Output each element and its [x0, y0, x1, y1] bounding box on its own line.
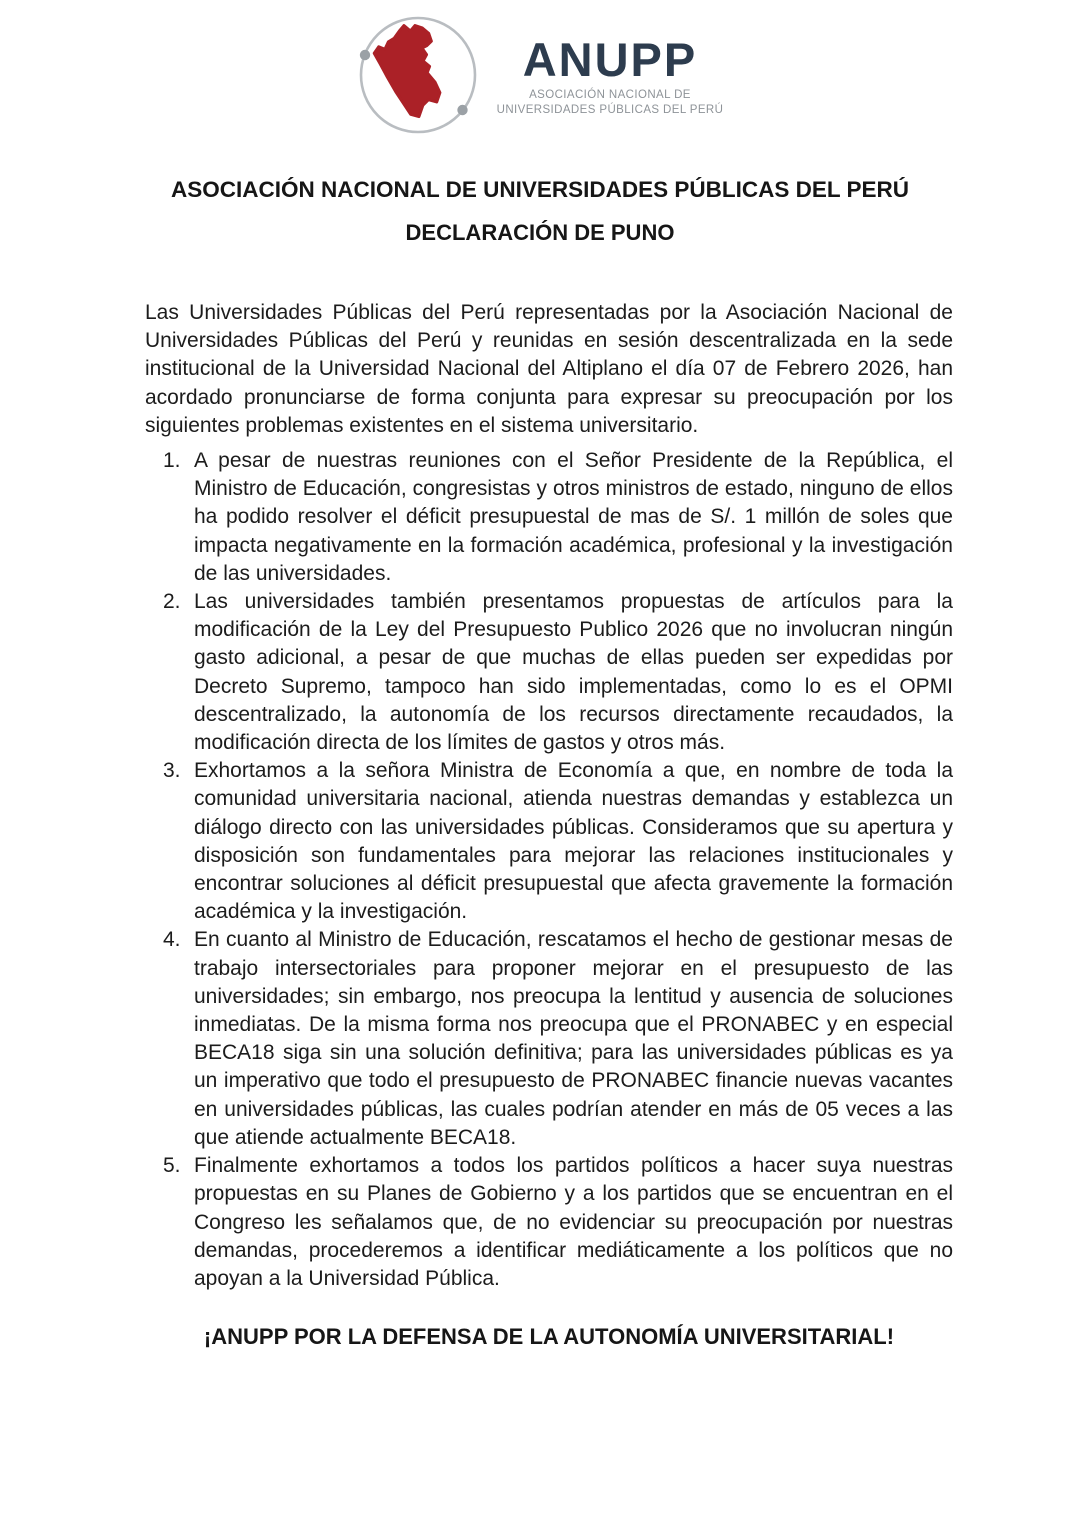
logo-subtitle-line1: ASOCIACIÓN NACIONAL DE — [529, 89, 691, 101]
anupp-logo — [0, 0, 1080, 136]
list-item-number: 2. — [163, 590, 181, 614]
list-item-text: Exhortamos a la señora Ministra de Economía a que, en nombre de toda la comunidad universitaria nacional, atienda nuestras demandas y establezca un diálogo directo con las universidades públicas. Consideramos que su apertura y disposición son fundamentales para mejorar las relaciones institucionales y encontrar soluciones al déficit presupuestal que afecta gravemente la formación académica y la investigación. — [194, 759, 953, 924]
list-item-number: 1. — [163, 449, 181, 473]
list-item-text: En cuanto al Ministro de Educación, rescatamos el hecho de gestionar mesas de trabajo intersectoriales para proponer mejorar en el presupuesto de las universidades; sin embargo, nos preocupa la lentitud y ausencia de soluciones inmediatas. De la misma forma nos preocupa que el PRONABEC y en especial BECA18 siga sin una solución definitiva; para las universidades públicas es ya un imperativo que todo el presupuesto de PRONABEC financie nuevas vacantes en universidades públicas, las cuales podrían atender en más de 05 veces a las que atiende actualmente BECA18. — [194, 928, 953, 1149]
list-item-text: Finalmente exhortamos a todos los partidos políticos a hacer suya nuestras propuestas en su Planes de Gobierno y a los partidos que se encuentran en el Congreso les señalamos que, de no evidenciar su preocupación por nuestras demandas, procederemos a identificar mediáticamente a los políticos que no apoyan a la Universidad Pública. — [194, 1154, 953, 1290]
anupp-wordmark: ANUPP — [522, 33, 698, 86]
list-item — [145, 1152, 953, 1293]
peru-map-icon — [357, 14, 479, 136]
list-item — [145, 926, 953, 1152]
list-item-number: 3. — [163, 759, 181, 783]
list-item-text: Las universidades también presentamos propuestas de artículos para la modificación de la Ley del Presupuesto Publico 2026 que no involucran ningún gasto adicional, a pesar de que muchas de ellas pueden ser expedidas por Decreto Supremo, tampoco han sido implementadas, como lo es el OPMI descentralizado, la autonomía de los recursos directamente recaudados, la modificación directa de los límites de gastos y otros más. — [194, 590, 953, 755]
document-body — [145, 299, 953, 1351]
closing-slogan: ¡ANUPP POR LA DEFENSA DE LA AUTONOMÍA UNIVERSITARIAL! — [203, 1324, 895, 1350]
list-item — [145, 588, 953, 757]
document-title: ASOCIACIÓN NACIONAL DE UNIVERSIDADES PÚBLICAS DEL PERÚ — [171, 177, 909, 202]
logo-subtitle-line2: UNIVERSIDADES PÚBLICAS DEL PERÚ — [496, 104, 724, 116]
list-item — [145, 447, 953, 588]
intro-paragraph: Las Universidades Públicas del Perú representadas por la Asociación Nacional de Universidades Públicas del Perú y reunidas en sesión descentralizada en la sede institucional de la Universidad Nacional del Altiplano el día 07 de Febrero 2026, han acordado pronunciarse de forma conjunta para expresar su preocupación por los siguientes problemas existentes en el sistema universitario. — [145, 301, 953, 437]
document-subtitle: DECLARACIÓN DE PUNO — [405, 220, 675, 245]
list-item-number: 5. — [163, 1154, 181, 1178]
declaration-list — [145, 447, 953, 1293]
list-item — [145, 757, 953, 926]
anupp-wordmark-block — [496, 33, 724, 118]
list-item-text: A pesar de nuestras reuniones con el Señor Presidente de la República, el Ministro de Educación, congresistas y otros ministros de estado, ninguno de ellos ha podido resolver el déficit presupuestal de mas de S/. 1 millón de soles que impacta negativamente en la formación académica, profesional y la investigación de las universidades. — [194, 449, 953, 585]
list-item-number: 4. — [163, 928, 181, 952]
